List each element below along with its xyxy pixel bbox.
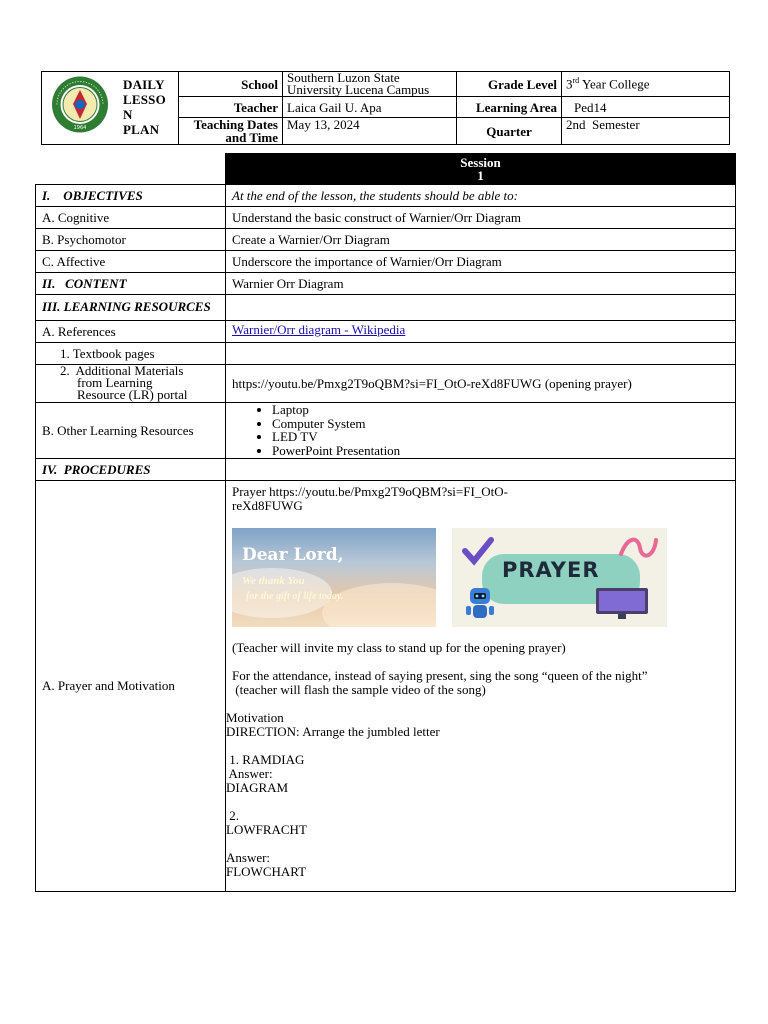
references-value (226, 320, 736, 342)
cognitive-value: Understand the basic construct of Warnier/Orr Diagram (226, 206, 736, 228)
teacher-value: Laica Gail U. Apa (283, 97, 457, 118)
daily-lesson-plan-title: DAILY LESSO N PLAN (123, 77, 166, 137)
prayer-banner-text: PRAYER (502, 557, 600, 582)
cognitive-label: A. Cognitive (36, 206, 226, 228)
quarter-value: 2nd Semester (562, 118, 730, 145)
learning-area-value: Ped14 (562, 97, 730, 118)
question-2-number: 2. (226, 807, 239, 823)
textbook-pages-label: 1. Textbook pages (36, 342, 226, 364)
list-item: • LED TV (272, 430, 735, 444)
question-2: LOWFRACHT (226, 821, 307, 837)
other-resources-label: B. Other Learning Resources (36, 402, 226, 458)
learning-resources-value (226, 294, 736, 320)
affective-label: C. Affective (36, 250, 226, 272)
list-item: • PowerPoint Presentation (272, 444, 735, 458)
other-resources-list (226, 403, 735, 457)
objectives-heading: I. OBJECTIVES (36, 184, 226, 206)
dear-lord-text: Dear Lord, (242, 544, 344, 565)
robot-icon (464, 584, 496, 624)
invite-text: (Teacher will invite my class to stand up for the opening prayer) (232, 639, 566, 655)
prayer-images (232, 528, 729, 627)
additional-materials-value: https://youtu.be/Pmxg2T9oQBM?si=FI_OtO-reXd8FUWG (opening prayer) (226, 364, 736, 402)
grade-level-label: Grade Level (457, 72, 562, 97)
psychomotor-label: B. Psychomotor (36, 228, 226, 250)
grade-level-value: 3rd Year College (562, 72, 730, 97)
learning-area-label: Learning Area (457, 97, 562, 118)
teaching-dates-label: Teaching Dates and Time (179, 118, 283, 145)
session-spacer (36, 154, 226, 185)
wikipedia-link[interactable]: Warnier/Orr diagram - Wikipedia (232, 321, 406, 337)
teacher-label: Teacher (179, 97, 283, 118)
procedures-value (226, 458, 736, 480)
answer-1-label: Answer: (226, 765, 273, 781)
university-seal-icon (49, 75, 111, 134)
question-1: 1. RAMDIAG (226, 751, 305, 767)
header-table (41, 71, 730, 145)
thank-you-text: We thank You (242, 574, 305, 587)
direction-text: DIRECTION: Arrange the jumbled letter (226, 723, 440, 739)
motivation-text: Motivation (226, 709, 284, 725)
svg-text:1964: 1964 (73, 125, 87, 131)
prayer-link-text: Prayer https://youtu.be/Pmxg2T9oQBM?si=FI_OtO- reXd8FUWG (232, 483, 508, 513)
school-label: School (179, 72, 283, 97)
prayer-graphic-image (452, 528, 667, 627)
school-value: Southern Luzon State University Lucena Campus (283, 72, 457, 97)
content-value: Warnier Orr Diagram (226, 272, 736, 294)
quarter-label: Quarter (457, 118, 562, 145)
references-label: A. References (36, 320, 226, 342)
answer-2: FLOWCHART (226, 863, 307, 879)
textbook-pages-value (226, 342, 736, 364)
list-item: • Laptop (272, 403, 735, 417)
affective-value: Underscore the importance of Warnier/Orr Diagram (226, 250, 736, 272)
gift-of-life-text: for the gift of life today. (246, 590, 344, 602)
procedures-heading: IV. PROCEDURES (36, 458, 226, 480)
additional-materials-label: 2. Additional Materials from Learning Resource (LR) portal (36, 364, 226, 402)
prayer-motivation-label: A. Prayer and Motivation (36, 480, 226, 891)
prayer-motivation-content (226, 480, 736, 891)
list-item: • Computer System (272, 417, 735, 431)
lesson-plan-table (35, 153, 736, 892)
attendance-text: For the attendance, instead of saying present, sing the song “queen of the night” (teacher will flash the sample video of the song) (232, 667, 648, 697)
answer-1: DIAGRAM (226, 779, 289, 795)
teaching-dates-value: May 13, 2024 (283, 118, 457, 145)
other-resources-value (226, 402, 736, 458)
checkmark-icon (462, 536, 494, 566)
logo-cell (42, 72, 179, 145)
psychomotor-value: Create a Warnier/Orr Diagram (226, 228, 736, 250)
squiggle-icon (618, 534, 660, 560)
objectives-intro: At the end of the lesson, the students should be able to: (226, 184, 736, 206)
answer-2-label: Answer: (226, 849, 271, 865)
dear-lord-image (232, 528, 436, 627)
content-heading: II. CONTENT (36, 272, 226, 294)
learning-resources-heading: III. LEARNING RESOURCES (36, 294, 226, 320)
session-header: Session 1 (226, 154, 736, 185)
monitor-icon (594, 586, 650, 622)
